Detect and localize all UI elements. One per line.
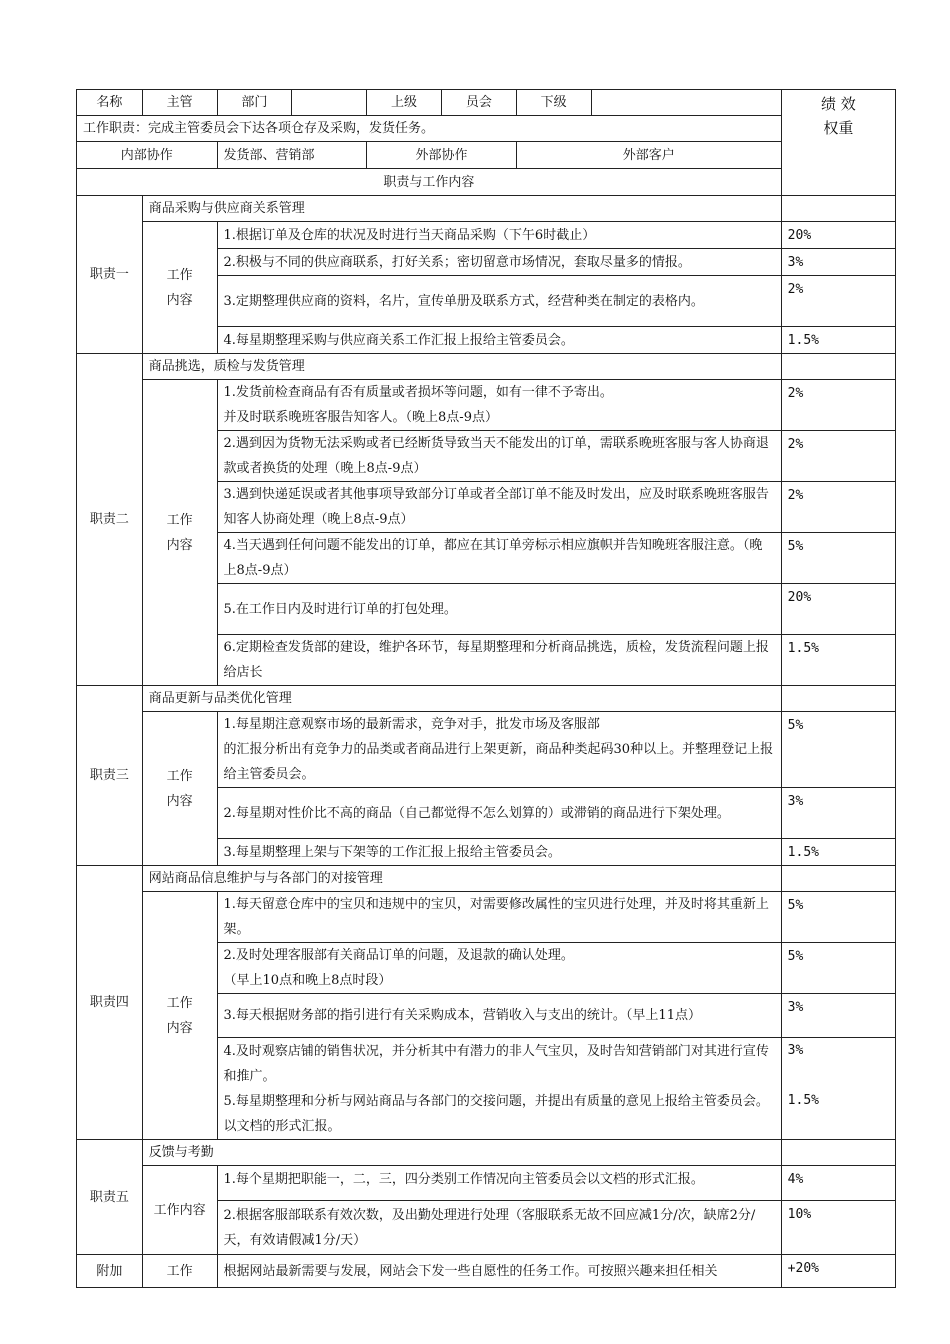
duty-item: 1.根据订单及仓库的状况及时进行当天商品采购（下午6时截止） (217, 222, 781, 249)
duty-item: 6.定期检查发货部的建设，维护各环节，每星期整理和分析商品挑选，质检，发货流程问题上报给店长 (217, 635, 781, 686)
duty-item-weight: 5% (781, 892, 895, 943)
subordinate-value (591, 90, 781, 116)
duty-item-weight: 5% (781, 712, 895, 788)
internal-value: 发货部、营销部 (217, 142, 367, 169)
duty-item: 3.每天根据财务部的指引进行有关采购成本，营销收入与支出的统计。（早上11点） (217, 994, 781, 1038)
duty-item: 5.每星期整理和分析与网站商品与各部门的交接问题，并提出有质量的意见上报给主管委员会。以文档的形式汇报。 (223, 1093, 769, 1134)
duty-item-weight: 2% (781, 431, 895, 482)
duty-item-weight: 20% (781, 584, 895, 635)
duty-label: 职责二 (77, 354, 143, 686)
duty-item: 3.定期整理供应商的资料，名片，宣传单册及联系方式，经营种类在制定的表格内。 (217, 276, 781, 327)
duty-label: 职责一 (77, 196, 143, 354)
duty-title: 网站商品信息维护与与各部门的对接管理 (142, 866, 781, 892)
duty-item: 2.根据客服部联系有效次数，及出勤处理进行处理（客服联系无故不回应减1分/次，缺席2分/天，有效请假减1分/天） (217, 1201, 781, 1255)
job-description-page (76, 89, 896, 1288)
duty-label: 职责四 (77, 866, 143, 1140)
duty-item-weight-group (781, 1038, 895, 1140)
superior-label: 上级 (367, 90, 442, 116)
weight-header (781, 90, 895, 196)
duty-item: 5.在工作日内及时进行订单的打包处理。 (217, 584, 781, 635)
duty-item: 3.遇到快递延误或者其他事项导致部分订单或者全部订单不能及时发出，应及时联系晚班客服告知客人协商处理（晚上8点-9点） (217, 482, 781, 533)
work-content-label: 工作 内容 (142, 222, 217, 354)
weight-label-1: 绩 效 (820, 95, 856, 113)
job-duty: 工作职责：完成主管委员会下达各项仓存及采购，发货任务。 (77, 116, 782, 142)
duty-item-weight: 10% (781, 1201, 895, 1255)
duty-item-weight: 1.5% (781, 635, 895, 686)
weight-cell (781, 1140, 895, 1166)
duty-item: 4.每星期整理采购与供应商关系工作汇报上报给主管委员会。 (217, 327, 781, 354)
superior-value: 员会 (441, 90, 516, 116)
duty-item-weight: 3% (781, 249, 895, 276)
weight-label-2: 权重 (823, 119, 854, 137)
duty-item: 1.发货前检查商品有否有质量或者损坏等问题，如有一律不予寄出。 并及时联系晚班客服告知客人。（晚上8点-9点） (217, 380, 781, 431)
dept-label: 部门 (217, 90, 292, 116)
duty-item-weight: 3% (781, 788, 895, 839)
duty-item-weight: 2% (781, 276, 895, 327)
duty-item-weight: 1.5% (781, 327, 895, 354)
duty-item-weight: 1.5% (787, 1093, 819, 1108)
work-content-label: 工作内容 (142, 1166, 217, 1255)
duty-label: 职责五 (77, 1140, 143, 1255)
duty-item-weight: 3% (787, 1043, 804, 1058)
duty-item: 1.每天留意仓库中的宝贝和违规中的宝贝，对需要修改属性的宝贝进行处理，并及时将其重新上架。 (217, 892, 781, 943)
dept-value (292, 90, 367, 116)
section-title: 职责与工作内容 (77, 169, 782, 196)
duty-item-weight: 3% (781, 994, 895, 1038)
weight-cell (781, 354, 895, 380)
duty-title: 反馈与考勤 (142, 1140, 781, 1166)
duty-label: 职责三 (77, 686, 143, 866)
duty-item-weight: 5% (781, 943, 895, 994)
duty-item-weight: 5% (781, 533, 895, 584)
header-row (77, 90, 896, 116)
external-value: 外部客户 (516, 142, 781, 169)
weight-cell (781, 196, 895, 222)
name-label: 名称 (77, 90, 143, 116)
work-content-label: 工作 内容 (142, 380, 217, 686)
duty-item: 2.及时处理客服部有关商品订单的问题，及退款的确认处理。 （早上10点和晚上8点时段） (217, 943, 781, 994)
weight-cell (781, 686, 895, 712)
duty-item: 2.积极与不同的供应商联系，打好关系；密切留意市场情况，套取尽量多的情报。 (217, 249, 781, 276)
duty-item-group (217, 1038, 781, 1140)
duty-title: 商品更新与品类优化管理 (142, 686, 781, 712)
external-label: 外部协作 (367, 142, 517, 169)
duty-item: 4.当天遇到任何问题不能发出的订单，都应在其订单旁标示相应旗帜并告知晚班客服注意。（晚上8点-9点） (217, 533, 781, 584)
duty-item-weight: 2% (781, 482, 895, 533)
duty-item: 1.每星期注意观察市场的最新需求，竞争对手，批发市场及客服部 的汇报分析出有竞争力的品类或者商品进行上架更新，商品种类起码30种以上。并整理登记上报给主管委员会。 (217, 712, 781, 788)
duty-item: 4.及时观察店铺的销售状况，并分析其中有潜力的非人气宝贝，及时告知营销部门对其进行宣传和推广。 (223, 1043, 769, 1084)
extra-text: 根据网站最新需要与发展，网站会下发一些自愿性的任务工作。可按照兴趣来担任相关 (217, 1255, 781, 1288)
job-description-table (76, 89, 896, 1288)
duty-item: 2.遇到因为货物无法采购或者已经断货导致当天不能发出的订单，需联系晚班客服与客人协商退款或者换货的处理（晚上8点-9点） (217, 431, 781, 482)
duty-item-weight: 20% (781, 222, 895, 249)
work-content-label: 工作 内容 (142, 892, 217, 1140)
subordinate-label: 下级 (516, 90, 591, 116)
extra-work-label: 工作 (142, 1255, 217, 1288)
weight-cell (781, 866, 895, 892)
extra-weight: +20% (781, 1255, 895, 1288)
duty-title: 商品挑选，质检与发货管理 (142, 354, 781, 380)
internal-label: 内部协作 (77, 142, 218, 169)
duty-item-weight: 2% (781, 380, 895, 431)
duty-item-weight: 1.5% (781, 839, 895, 866)
extra-label: 附加 (77, 1255, 143, 1288)
duty-item: 1.每个星期把职能一，二，三，四分类别工作情况向主管委员会以文档的形式汇报。 (217, 1166, 781, 1201)
duty-item: 3.每星期整理上架与下架等的工作汇报上报给主管委员会。 (217, 839, 781, 866)
duty-title: 商品采购与供应商关系管理 (142, 196, 781, 222)
duty-item-weight: 4% (781, 1166, 895, 1201)
duty-item: 2.每星期对性价比不高的商品（自己都觉得不怎么划算的）或滞销的商品进行下架处理。 (217, 788, 781, 839)
name-value: 主管 (142, 90, 217, 116)
work-content-label: 工作 内容 (142, 712, 217, 866)
